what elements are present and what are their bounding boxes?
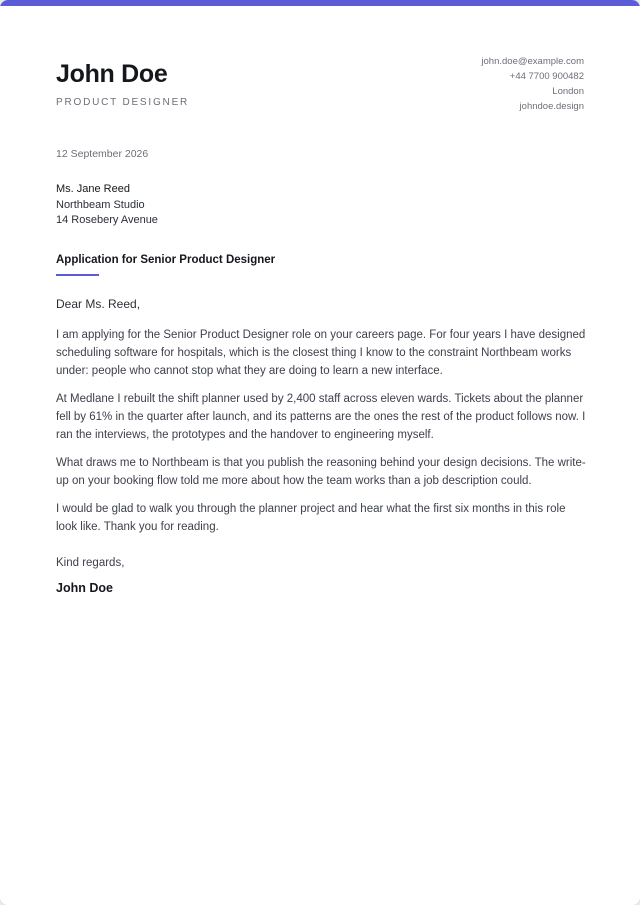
sender-role: PRODUCT DESIGNER bbox=[56, 97, 190, 108]
recipient-block bbox=[56, 182, 158, 229]
letter-date: 12 September 2026 bbox=[56, 148, 149, 160]
recipient-company: Northbeam Studio bbox=[56, 198, 145, 211]
body-paragraph: I am applying for the Senior Product Designer role on your careers page. For four years I have designed scheduling software for hospitals, which is the closest thing I know to the constraint Northbeam works under: people who cannot stop what they are doing to learn a new interface. bbox=[56, 329, 586, 377]
accent-bar bbox=[0, 0, 640, 6]
letter-body bbox=[56, 326, 588, 546]
contact-email: john.doe@example.com bbox=[481, 56, 584, 67]
recipient-address: 14 Rosebery Avenue bbox=[56, 214, 158, 226]
body-paragraph: At Medlane I rebuilt the shift planner used by 2,400 staff across eleven wards. Tickets about the planner fell by 61% in the quarter after launch, and its patterns are the ones the rest of the product follows now. I ran the interviews, the prototypes and the handover to engineering myself. bbox=[56, 393, 586, 441]
contact-city: London bbox=[552, 86, 584, 97]
body-paragraph: What draws me to Northbeam is that you publish the reasoning behind your design decisions. The write-up on your booking flow told me more about how the team works than a job description could. bbox=[56, 457, 586, 487]
subject-underline bbox=[56, 274, 99, 276]
letter-subject: Application for Senior Product Designer bbox=[56, 254, 276, 266]
recipient-name: Ms. Jane Reed bbox=[56, 183, 130, 195]
contact-website: johndoe.design bbox=[519, 101, 584, 112]
sender-name: John Doe bbox=[56, 60, 168, 88]
body-paragraph: I would be glad to walk you through the planner project and hear what the first six months in this role look like. Thank you for reading. bbox=[56, 503, 566, 533]
contact-phone: +44 7700 900482 bbox=[509, 71, 584, 82]
signature: John Doe bbox=[56, 581, 113, 595]
salutation: Dear Ms. Reed, bbox=[56, 297, 141, 311]
closing: Kind regards, bbox=[56, 557, 125, 569]
contact-block bbox=[481, 54, 584, 114]
